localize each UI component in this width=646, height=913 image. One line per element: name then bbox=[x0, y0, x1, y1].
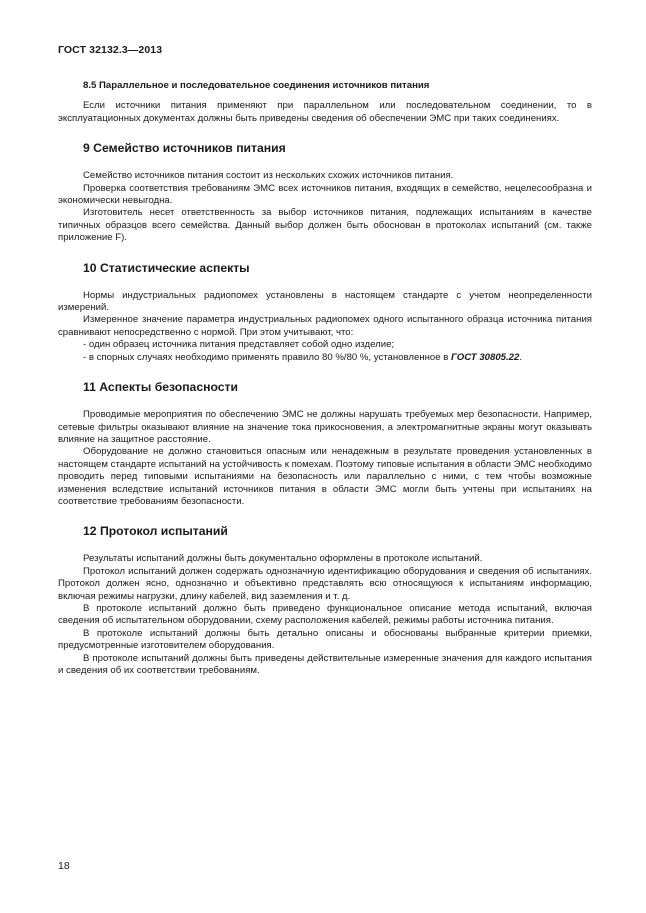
section-12-paragraph-1: Результаты испытаний должны быть документально оформлены в протоколе испытаний. bbox=[83, 553, 483, 565]
section-10-title: 10 Статистические аспекты bbox=[83, 260, 250, 275]
section-12-paragraph-3: В протоколе испытаний должно быть приведено функциональное описание метода испытаний, включая сведения об испытательном оборудовании, схему расположения кабелей, режимы работы источника питания. bbox=[58, 602, 592, 627]
section-10-paragraph-1: Нормы индустриальных радиопомех установлены в настоящем стандарте с учетом неопределенности измерений. bbox=[58, 289, 592, 314]
section-8-5-paragraph: Если источники питания применяют при параллельном или последовательном соединении, то в эксплуатационных документах должны быть приведены сведения об обеспечении ЭМС при таких соединениях. bbox=[58, 100, 592, 124]
section-11-paragraph-2: Оборудование не должно становиться опасным или ненадежным в результате проведения установленных в настоящем стандарте испытаний на устойчивость к помехам. Поэтому типовые испытания в области ЭМС необходимо проводить перед типовыми испытаниями на безопасность или параллельно с ними, с тем чтобы возможные изменения вследствие испытаний источников питания в области ЭМС могли быть учтены при испытаниях на соответствие требованиям безопасности. bbox=[58, 446, 592, 507]
section-9-paragraph-2: Проверка соответствия требованиям ЭМС всех источников питания, входящих в семейство, нецелесообразна и экономически невыгодна. bbox=[58, 182, 592, 207]
section-12-title: 12 Протокол испытаний bbox=[83, 524, 228, 539]
section-12-paragraph-5: В протоколе испытаний должны быть приведены действительные измеренные значения для каждого испытания и сведения об их соответствии требованиям. bbox=[58, 652, 592, 676]
section-11-paragraph-1: Проводимые мероприятия по обеспечению ЭМС не должны нарушать требуемых мер безопасности. Например, сетевые фильтры оказывают влияние на значение тока прикосновения, а электромагнитные экраны могут оказывать влияние на защитное расстояние. bbox=[58, 409, 592, 445]
section-9-paragraph-3: Изготовитель несет ответственность за выбор источников питания, подлежащих испытаниям в качестве типичных образцов всего семейства. Данный выбор должен быть обоснован в протоколах испытаний (см. также приложение F). bbox=[58, 207, 592, 244]
section-8-5-title: 8.5 Параллельное и последовательное соединения источников питания bbox=[83, 80, 430, 91]
standard-reference: ГОСТ 30805.22 bbox=[451, 351, 520, 363]
section-10-paragraph-2: Измеренное значение параметра индустриальных радиопомех одного испытанного образца источника питания сравнивают непосредственно с нормой. При этом учитывают, что: bbox=[58, 314, 592, 338]
page-number: 18 bbox=[58, 860, 70, 872]
section-9-title: 9 Семейство источников питания bbox=[83, 141, 286, 156]
section-9-paragraph-1: Семейство источников питания состоит из нескольких схожих источников питания. bbox=[83, 170, 454, 182]
content bbox=[58, 80, 592, 677]
section-12-paragraph-4: В протоколе испытаний должны быть детально описаны и обоснованы выбранные критерии приемки, предусмотренные изготовителем оборудования. bbox=[58, 627, 592, 652]
list-item-2-text: - в спорных случаях необходимо применять правило 80 %/80 %, установленное в bbox=[83, 351, 452, 363]
section-11-title: 11 Аспекты безопасности bbox=[83, 380, 238, 395]
list-item-2-end: . bbox=[519, 351, 523, 363]
document-id: ГОСТ 32132.3—2013 bbox=[58, 44, 163, 56]
section-10-list-item-2 bbox=[58, 352, 592, 364]
section-12-paragraph-2: Протокол испытаний должен содержать однозначную идентификацию оборудования и сведения об испытаниях. Протокол должен ясно, однозначно и объективно представлять всю относящуюся к испытаниям информацию, включая режимы нагрузки, длину кабелей, вид заземления и т. д. bbox=[58, 565, 592, 602]
section-10-list-item-1: - один образец источника питания представляет собой одно изделие; bbox=[83, 339, 395, 351]
